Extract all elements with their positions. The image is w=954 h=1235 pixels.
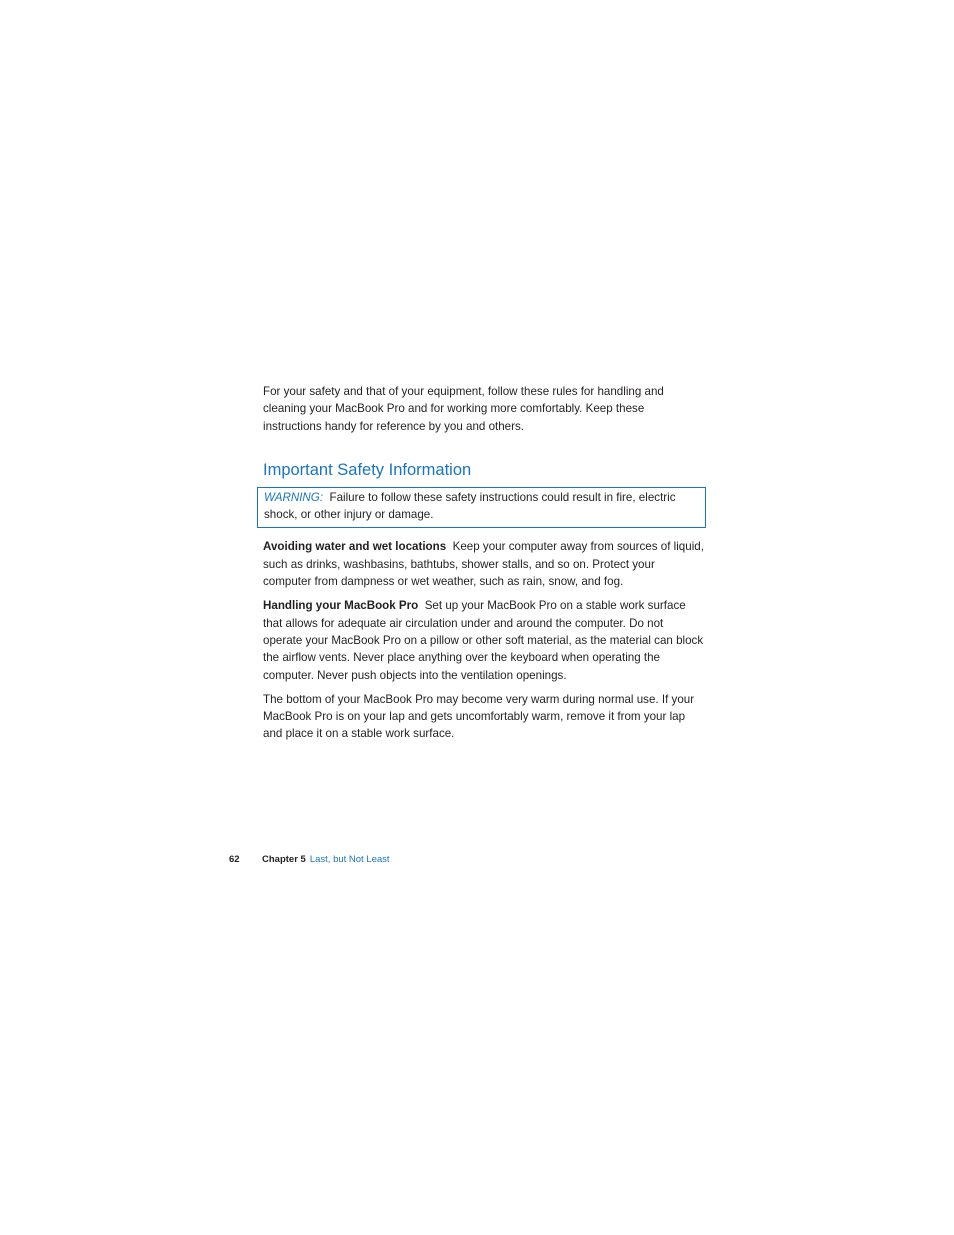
section-heading: Important Safety Information	[263, 460, 472, 479]
page-number: 62	[229, 854, 240, 865]
paragraph-handling	[263, 597, 705, 683]
intro-paragraph: For your safety and that of your equipment, follow these rules for handling and cleaning your MacBook Pro and for working more comfortably. Keep these instructions handy for reference by you and others.	[263, 385, 664, 433]
chapter-label: Chapter 5	[262, 854, 306, 865]
page-content	[263, 383, 705, 750]
warning-label: WARNING:	[264, 490, 324, 504]
run-in-heading-handling: Handling your MacBook Pro	[263, 599, 419, 613]
run-in-heading-water: Avoiding water and wet locations	[263, 540, 447, 554]
paragraph-heat-text: The bottom of your MacBook Pro may become very warm during normal use. If your MacBook Pro is on your lap and gets uncomfortably warm, remove it from your lap and place it on a stable work surface.	[263, 692, 695, 741]
warning-text: Failure to follow these safety instructions could result in fire, electric shock, or other injury or damage.	[264, 490, 676, 522]
warning-box	[257, 487, 706, 529]
paragraph-handling-text: Set up your MacBook Pro on a stable work surface that allows for adequate air circulation under and around the computer. Do not operate your MacBook Pro on a pillow or other soft material, as the material can block the airflow vents. Never place anything over the keyboard when operating the computer. Never push objects into the ventilation openings.	[263, 599, 704, 682]
page-footer	[229, 853, 390, 867]
warning-paragraph	[264, 489, 699, 524]
paragraph-water-text: Keep your computer away from sources of liquid, such as drinks, washbasins, bathtubs, shower stalls, and so on. Protect your computer from dampness or wet weather, such as rain, snow, and fog.	[263, 540, 704, 589]
chapter-title-link[interactable]: Last, but Not Least	[309, 854, 390, 865]
paragraph-heat	[263, 691, 705, 743]
paragraph-water	[263, 538, 705, 590]
